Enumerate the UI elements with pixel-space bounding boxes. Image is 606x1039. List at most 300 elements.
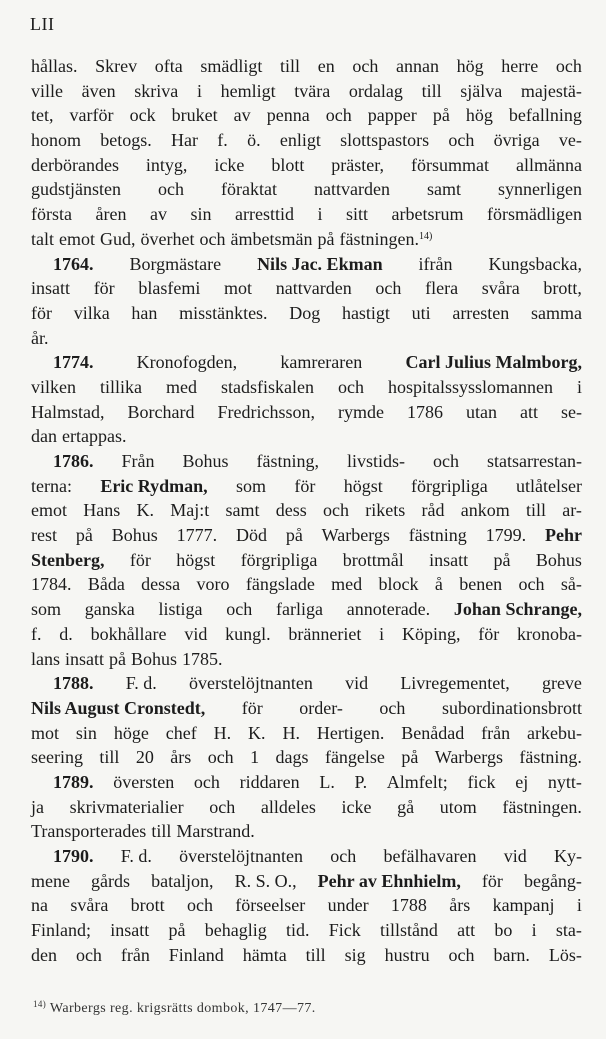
word: 1790. <box>53 846 94 866</box>
text-line <box>31 227 582 252</box>
word: stadsfiskalen <box>221 376 314 397</box>
word: till <box>525 500 546 521</box>
word: i <box>531 920 537 941</box>
word: Båda <box>87 574 125 595</box>
word: voro <box>196 574 230 595</box>
text-line <box>31 202 582 227</box>
word: och <box>330 846 357 866</box>
word: Halmstad, <box>31 401 105 422</box>
word: brottmål <box>342 549 404 570</box>
word: och <box>226 599 253 620</box>
word: och <box>199 228 226 249</box>
word: Almfelt; <box>386 771 448 792</box>
text-line <box>31 153 582 178</box>
word: dan <box>31 426 57 447</box>
word: svåra <box>481 278 520 299</box>
word: 1799. <box>485 525 527 546</box>
word: Benådad <box>401 722 465 743</box>
footnote-ref: 14) <box>418 230 433 242</box>
word: ar- <box>562 500 582 521</box>
text-line <box>31 869 582 894</box>
word: åren <box>95 204 127 225</box>
word: sitt <box>345 204 368 225</box>
word: skrivmaterialier <box>69 796 184 817</box>
word: hemligt <box>220 80 276 101</box>
word: gudstjänsten <box>31 179 121 200</box>
word: F. d. <box>125 673 157 694</box>
word: och <box>186 895 213 916</box>
word: slottspastors <box>340 130 430 151</box>
word: statsarrestan- <box>487 451 582 471</box>
word: rest <box>31 525 57 546</box>
word: Från <box>121 451 155 471</box>
word: mot <box>224 278 253 299</box>
word: kamreraren <box>280 352 363 373</box>
word: tet, <box>31 105 54 126</box>
text-line <box>31 770 582 795</box>
word: första <box>31 204 72 225</box>
word: chef <box>165 722 197 743</box>
word: befallning <box>508 105 582 126</box>
footnote-text: Warbergs reg. krigsrätts dombok, 1747—77. <box>49 1001 316 1016</box>
word: 1786 <box>406 401 443 422</box>
word: på <box>285 525 303 546</box>
word: vilka <box>73 302 110 323</box>
word: hög <box>465 105 493 126</box>
word: 1784. <box>31 574 72 595</box>
word: 1789. <box>53 771 94 792</box>
word: på <box>317 228 335 249</box>
text-line <box>31 622 582 647</box>
word: enligt <box>279 130 321 151</box>
word: Dog <box>289 302 321 323</box>
word: utlåtelser <box>516 475 582 496</box>
word: begång- <box>523 870 582 891</box>
word: en <box>317 56 335 76</box>
word: Hertigen. <box>316 722 385 743</box>
word: gårds <box>91 870 131 891</box>
word: se- <box>560 401 582 422</box>
word: ock <box>129 105 156 126</box>
word: till <box>99 747 120 768</box>
word: vid <box>184 623 208 644</box>
word: d. <box>59 623 73 644</box>
word: Finland <box>168 944 224 965</box>
word: ö. <box>247 130 261 151</box>
text-line <box>31 893 582 918</box>
word: annoterade. <box>346 599 431 620</box>
word: i <box>576 376 582 397</box>
word: sin <box>190 204 212 225</box>
word: nytt- <box>547 771 582 792</box>
word: och <box>448 130 475 151</box>
word: Eric Rydman, <box>100 475 208 496</box>
word: listiga <box>158 599 203 620</box>
word: barn. <box>493 944 530 965</box>
word: och <box>518 574 545 595</box>
word: 1788. <box>53 673 94 694</box>
word: i <box>317 204 323 225</box>
word: förgripliga <box>411 475 488 496</box>
word: hållas. <box>31 56 78 76</box>
word: och <box>75 944 102 965</box>
word: tillstånd <box>379 920 438 941</box>
word: icke <box>214 154 245 175</box>
word: terna: <box>31 475 72 496</box>
word: dess <box>275 500 307 521</box>
word: och <box>555 56 582 76</box>
word: kungl. <box>225 623 271 644</box>
word: till <box>421 80 442 101</box>
word: föraktat <box>221 179 277 200</box>
word: Warbergs <box>434 747 503 768</box>
word: och <box>379 697 406 718</box>
word: Bohus <box>131 648 178 669</box>
word: H. <box>213 722 232 743</box>
text-line <box>31 326 582 351</box>
word: 1774. <box>53 352 94 373</box>
word: i <box>379 623 385 644</box>
word: ordalag <box>348 80 403 101</box>
word: råd <box>421 500 445 521</box>
text-line <box>31 350 582 375</box>
word: sta- <box>555 920 582 941</box>
word: Bohus <box>182 451 229 471</box>
text-line <box>31 844 582 869</box>
word: och <box>375 278 402 299</box>
word: bataljon, <box>151 870 214 891</box>
word: Carl Julius Malmborg, <box>405 352 582 373</box>
word: arresttid <box>234 204 294 225</box>
word: och <box>352 56 379 76</box>
word: från <box>120 944 150 965</box>
word: mot <box>31 722 60 743</box>
word: och <box>193 771 220 792</box>
text-line <box>31 400 582 425</box>
text-line <box>31 301 582 326</box>
word: P. <box>354 771 368 792</box>
word: höge <box>113 722 149 743</box>
word: K. <box>136 500 154 521</box>
word: ankom <box>460 500 510 521</box>
word: Köping, <box>401 623 461 644</box>
word: gå <box>397 796 415 817</box>
word: försmädligen <box>486 204 582 225</box>
footnote <box>33 1001 316 1017</box>
word: intyg, <box>145 154 188 175</box>
word: Fredrichsson, <box>217 401 315 422</box>
word: fästningen. <box>502 796 582 817</box>
word: utom <box>439 796 477 817</box>
word: honom <box>31 130 82 151</box>
word: för <box>31 302 52 323</box>
word: svåra <box>70 895 109 916</box>
word: insatt <box>110 920 150 941</box>
word: allmänna <box>515 154 582 175</box>
word: å <box>434 574 443 595</box>
word: dessa <box>141 574 181 595</box>
text-line <box>31 819 582 844</box>
word: till <box>305 944 326 965</box>
word: Kungsbacka, <box>488 253 582 274</box>
word: till <box>151 821 172 842</box>
word: na <box>31 895 48 916</box>
word: R. S. O., <box>234 870 297 891</box>
word: ämbetsmän <box>230 228 313 249</box>
word: på <box>401 747 419 768</box>
word: Fick <box>328 920 361 941</box>
word: vid <box>503 846 527 866</box>
word: Stenberg, <box>31 549 105 570</box>
word: Lös- <box>548 944 582 965</box>
page-number: LII <box>30 14 55 34</box>
footnote-marker: 14) <box>33 999 47 1009</box>
word: i <box>576 895 582 916</box>
word: block <box>378 574 419 595</box>
word: år. <box>31 327 49 348</box>
word: förseelser <box>235 895 306 916</box>
word: ertappas. <box>62 426 127 447</box>
word: greve <box>541 673 582 694</box>
word: Död <box>235 525 267 546</box>
word: Kronofogden, <box>136 352 238 373</box>
word: ifrån <box>418 253 453 274</box>
word: och <box>207 747 234 768</box>
text-line <box>31 128 582 153</box>
word: betogs. <box>100 130 152 151</box>
word: till <box>280 56 301 76</box>
word: Livregementet, <box>400 673 510 694</box>
text-line <box>31 696 582 721</box>
word: misstänktes. <box>179 302 268 323</box>
word: arbetsrum <box>391 204 464 225</box>
word: ville <box>31 80 63 101</box>
word: nattvarden <box>275 278 352 299</box>
text-line <box>31 252 582 277</box>
text-line <box>31 375 582 400</box>
word: K. <box>248 722 266 743</box>
word: utan <box>465 401 497 422</box>
word: Hans <box>83 500 121 521</box>
word: sin <box>75 722 97 743</box>
word: livstids- <box>347 451 406 471</box>
word: att <box>519 401 538 422</box>
word: hämta <box>242 944 287 965</box>
text-line <box>31 647 582 672</box>
word: fick <box>467 771 496 792</box>
word: samt <box>225 500 260 521</box>
word: befälhavaren <box>383 846 477 866</box>
text-line <box>31 572 582 597</box>
word: fängelse <box>324 747 385 768</box>
word: att <box>457 920 476 941</box>
word: på <box>432 105 450 126</box>
word: Nils Jac. Ekman <box>257 253 383 274</box>
word: papper <box>367 105 417 126</box>
word: den <box>31 944 57 965</box>
word: samt <box>427 179 461 200</box>
text-line <box>31 177 582 202</box>
word: han <box>131 302 158 323</box>
word: ej <box>515 771 529 792</box>
word: för <box>241 697 263 718</box>
word: för <box>93 278 115 299</box>
word: Pehr av Ehnhielm, <box>317 870 461 891</box>
word: alldeles <box>260 796 316 817</box>
word: Johan Schrange, <box>453 599 582 620</box>
word: bränneriet <box>288 623 362 644</box>
word: insatt <box>31 278 70 299</box>
word: H. <box>282 722 300 743</box>
word: f. <box>217 130 228 151</box>
word: hög <box>456 56 484 76</box>
word: hastigt <box>341 302 390 323</box>
word: kampanj <box>492 895 555 916</box>
word: tvära <box>294 80 331 101</box>
text-line <box>31 424 582 449</box>
word: Transporterades <box>31 821 147 842</box>
text-line <box>31 745 582 770</box>
text-line <box>31 721 582 746</box>
word: Ky- <box>554 846 582 866</box>
word: på <box>493 549 511 570</box>
word: icke <box>341 796 372 817</box>
word: insatt <box>429 549 469 570</box>
text-line <box>31 103 582 128</box>
word: benen <box>459 574 503 595</box>
word: kronoba- <box>517 623 582 644</box>
word: emot <box>31 500 67 521</box>
word: sig <box>344 944 366 965</box>
word: så- <box>560 574 582 595</box>
word: Pehr <box>544 525 582 546</box>
word: 1786. <box>53 451 94 471</box>
word: och <box>209 796 236 817</box>
word: fängslade <box>245 574 315 595</box>
word: brott <box>130 895 165 916</box>
word: insatt <box>65 648 104 669</box>
word: brott, <box>543 278 582 299</box>
word: farliga <box>276 599 323 620</box>
word: försummat <box>411 154 490 175</box>
word: överhet <box>140 228 195 249</box>
word: riddaren <box>239 771 300 792</box>
word: varför <box>69 105 114 126</box>
word: synnerligen <box>498 179 582 200</box>
word: mene <box>31 870 70 891</box>
word: tid. <box>285 920 310 941</box>
word: L. <box>319 771 335 792</box>
text-line <box>31 498 582 523</box>
word: under <box>327 895 369 916</box>
word: emot <box>59 228 95 249</box>
word: och <box>325 105 352 126</box>
word: subordinationsbrott <box>441 697 582 718</box>
word: Bohus <box>535 549 582 570</box>
word: talt <box>31 228 54 249</box>
word: lans <box>31 648 60 669</box>
word: för <box>478 623 500 644</box>
word: och <box>337 376 364 397</box>
text-line <box>31 474 582 499</box>
word: 20 <box>135 747 154 768</box>
word: 1777. <box>176 525 218 546</box>
word: präster, <box>331 154 385 175</box>
word: av <box>149 204 167 225</box>
word: rymde <box>337 401 384 422</box>
text-line <box>31 918 582 943</box>
word: för <box>294 475 316 496</box>
text-line <box>31 671 582 696</box>
word: högst <box>176 549 216 570</box>
word: arkebu- <box>527 722 582 743</box>
word: med <box>166 376 197 397</box>
word: Maj:t <box>170 500 210 521</box>
word: seering <box>31 747 83 768</box>
word: Marstrand. <box>176 821 255 842</box>
word: blott <box>271 154 305 175</box>
word: majestä- <box>520 80 582 101</box>
word: för <box>481 870 503 891</box>
word: Finland; <box>31 920 92 941</box>
word: smädligt <box>200 56 263 76</box>
word: vilken <box>31 376 76 397</box>
word: på <box>75 525 93 546</box>
word: skriva <box>134 80 179 101</box>
word: hustru <box>384 944 430 965</box>
word: själva <box>460 80 503 101</box>
word: Borgmästare <box>129 253 222 274</box>
word: Bohus <box>111 525 158 546</box>
word: översten <box>113 771 175 792</box>
word: dags <box>275 747 309 768</box>
text-line <box>31 276 582 301</box>
word: 1788 <box>390 895 427 916</box>
word: Nils August Cronstedt, <box>31 697 206 718</box>
word: års <box>170 747 192 768</box>
word: och <box>433 451 460 471</box>
word: Har <box>171 130 199 151</box>
word: 1 <box>250 747 260 768</box>
word: F. d. <box>120 846 152 866</box>
word: som <box>31 599 62 620</box>
word: flera <box>425 278 459 299</box>
word: annan <box>395 56 439 76</box>
word: fästning. <box>519 747 582 768</box>
word: blasfemi <box>138 278 201 299</box>
word: arresten <box>452 302 510 323</box>
word: bruket <box>171 105 218 126</box>
word: 1785. <box>182 648 223 669</box>
word: överstelöjtnanten <box>188 673 313 694</box>
word: och <box>323 500 349 521</box>
word: ja <box>31 796 44 817</box>
word: f. <box>31 623 42 644</box>
word: av <box>233 105 251 126</box>
word: och <box>158 179 185 200</box>
text-line <box>31 597 582 622</box>
word: som <box>236 475 267 496</box>
word: Warbergs <box>321 525 390 546</box>
word: överstelöjtnanten <box>179 846 304 866</box>
word: ganska <box>84 599 135 620</box>
word: tillika <box>100 376 142 397</box>
text-line <box>31 943 582 968</box>
word: på <box>109 648 126 669</box>
word: bo <box>494 920 513 941</box>
word: Skrev <box>95 56 138 76</box>
word: Gud, <box>100 228 136 249</box>
